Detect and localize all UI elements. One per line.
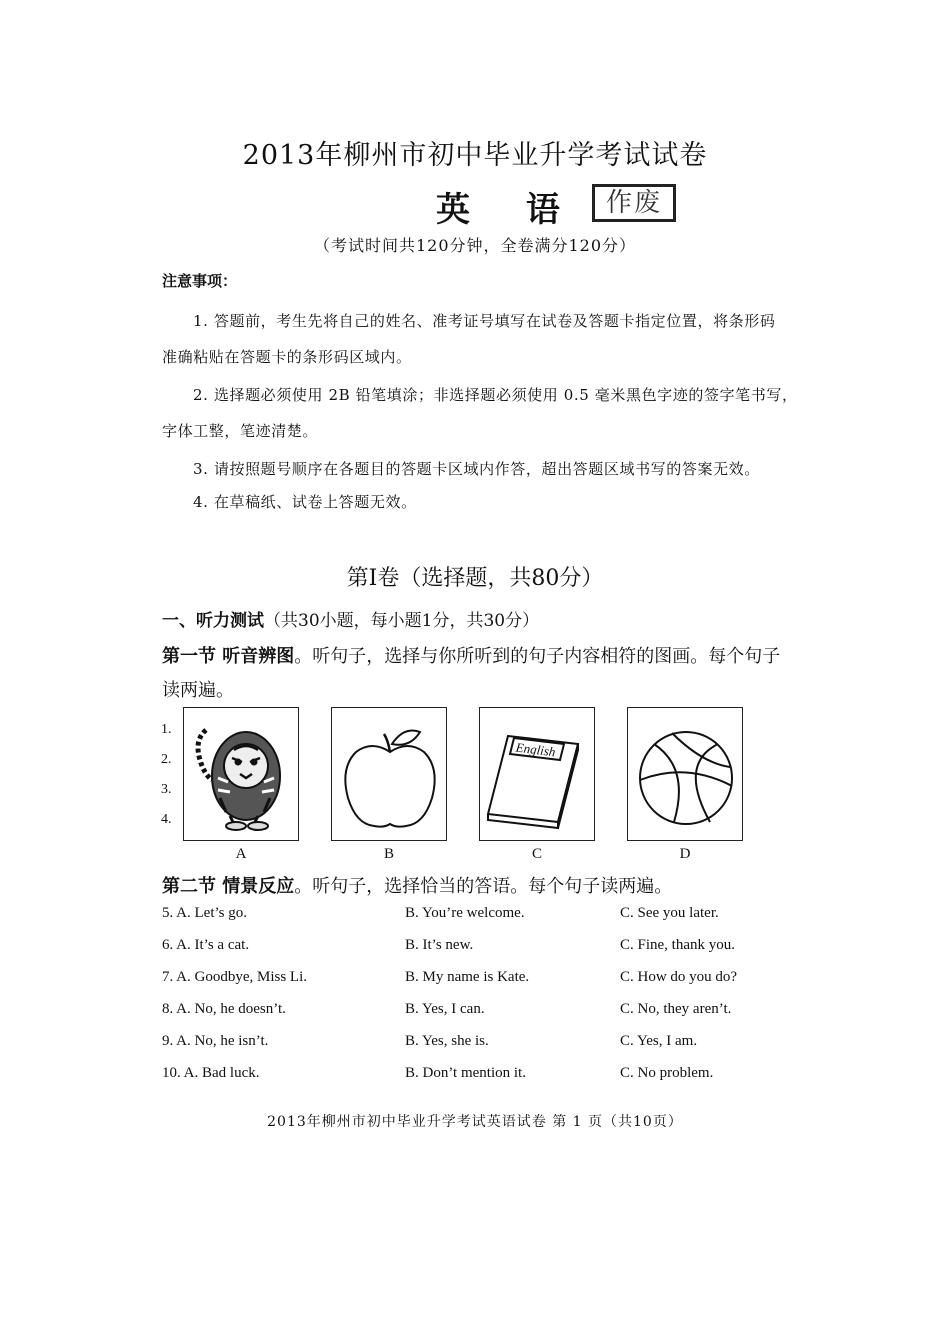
subsection-1-cont: 读两遍。	[162, 680, 234, 701]
question-7-option-b: B. My name is Kate.	[405, 969, 530, 985]
subsection-1-heading	[162, 642, 780, 668]
part-heading-rest: （共30小题，每小题1分，共30分）	[264, 611, 540, 631]
question-5-option-a: 5. A. Let’s go.	[162, 905, 247, 921]
question-6-option-b: B. It’s new.	[405, 937, 474, 953]
subsection-2-heading	[162, 872, 672, 898]
notice-item-4: 4. 在草稿纸、试卷上答题无效。	[193, 493, 417, 511]
tiger-icon	[184, 708, 300, 842]
question-9-option-a: 9. A. No, he isn’t.	[162, 1033, 269, 1049]
book-icon	[480, 708, 596, 842]
apple-icon	[332, 708, 448, 842]
question-number-1: 1.	[161, 722, 172, 737]
notice-item-1: 1. 答题前，考生先将自己的姓名、准考证号填写在试卷及答题卡指定位置，将条形码	[193, 312, 776, 330]
exam-title: 2013年柳州市初中毕业升学考试试卷	[242, 140, 708, 171]
question-number-4: 4.	[161, 812, 172, 827]
void-stamp: 作废	[592, 184, 676, 222]
part-heading-bold: 一、听力测试	[162, 611, 264, 631]
question-10-option-a: 10. A. Bad luck.	[162, 1065, 260, 1081]
subsection-1-rest: 。听句子，选择与你所听到的句子内容相符的图画。每个句子	[294, 646, 781, 667]
question-number-2: 2.	[161, 752, 172, 767]
question-9-option-b: B. Yes, she is.	[405, 1033, 489, 1049]
question-10-option-b: B. Don’t mention it.	[405, 1065, 526, 1081]
notice-item-2: 2. 选择题必须使用 2B 铅笔填涂；非选择题必须使用 0.5 毫米黑色字迹的签字笔书写，	[193, 386, 798, 404]
page-footer: 2013年柳州市初中毕业升学考试英语试卷 第 1 页（共10页）	[267, 1114, 683, 1130]
picture-label-a: A	[235, 846, 247, 862]
question-10-option-c: C. No problem.	[620, 1065, 714, 1081]
picture-c	[479, 707, 595, 841]
subsection-1-bold: 第一节 听音辨图	[162, 646, 295, 667]
picture-label-d: D	[679, 846, 691, 862]
question-7-option-a: 7. A. Goodbye, Miss Li.	[162, 969, 308, 985]
notice-item-3: 3. 请按照题号顺序在各题目的答题卡区域内作答，超出答题区域书写的答案无效。	[193, 460, 760, 478]
question-9-option-c: C. Yes, I am.	[620, 1033, 698, 1049]
section-title: 第Ⅰ卷（选择题，共80分）	[346, 566, 604, 591]
notice-item-1-cont: 准确粘贴在答题卡的条形码区域内。	[162, 348, 412, 366]
question-8-option-a: 8. A. No, he doesn’t.	[162, 1001, 286, 1017]
question-6-option-a: 6. A. It’s a cat.	[162, 937, 250, 953]
question-5-option-c: C. See you later.	[620, 905, 719, 921]
subject-title: 英 语	[436, 190, 582, 230]
subsection-2-bold: 第二节 情景反应	[162, 876, 295, 897]
question-8-option-b: B. Yes, I can.	[405, 1001, 485, 1017]
notice-heading: 注意事项：	[162, 272, 238, 290]
picture-d	[627, 707, 743, 841]
subsection-2-rest: 。听句子，选择恰当的答语。每个句子读两遍。	[294, 876, 673, 897]
question-number-3: 3.	[161, 782, 172, 797]
question-6-option-c: C. Fine, thank you.	[620, 937, 735, 953]
picture-a	[183, 707, 299, 841]
picture-label-c: C	[531, 846, 542, 862]
basketball-icon	[628, 708, 744, 842]
picture-label-b: B	[383, 846, 394, 862]
question-7-option-c: C. How do you do?	[620, 969, 738, 985]
question-8-option-c: C. No, they aren’t.	[620, 1001, 732, 1017]
question-5-option-b: B. You’re welcome.	[405, 905, 525, 921]
book-cover-label: English	[515, 739, 557, 760]
picture-b	[331, 707, 447, 841]
exam-subtitle: （考试时间共120分钟，全卷满分120分）	[313, 236, 637, 255]
notice-item-2-cont: 字体工整，笔迹清楚。	[162, 422, 319, 440]
part-heading	[162, 606, 539, 631]
